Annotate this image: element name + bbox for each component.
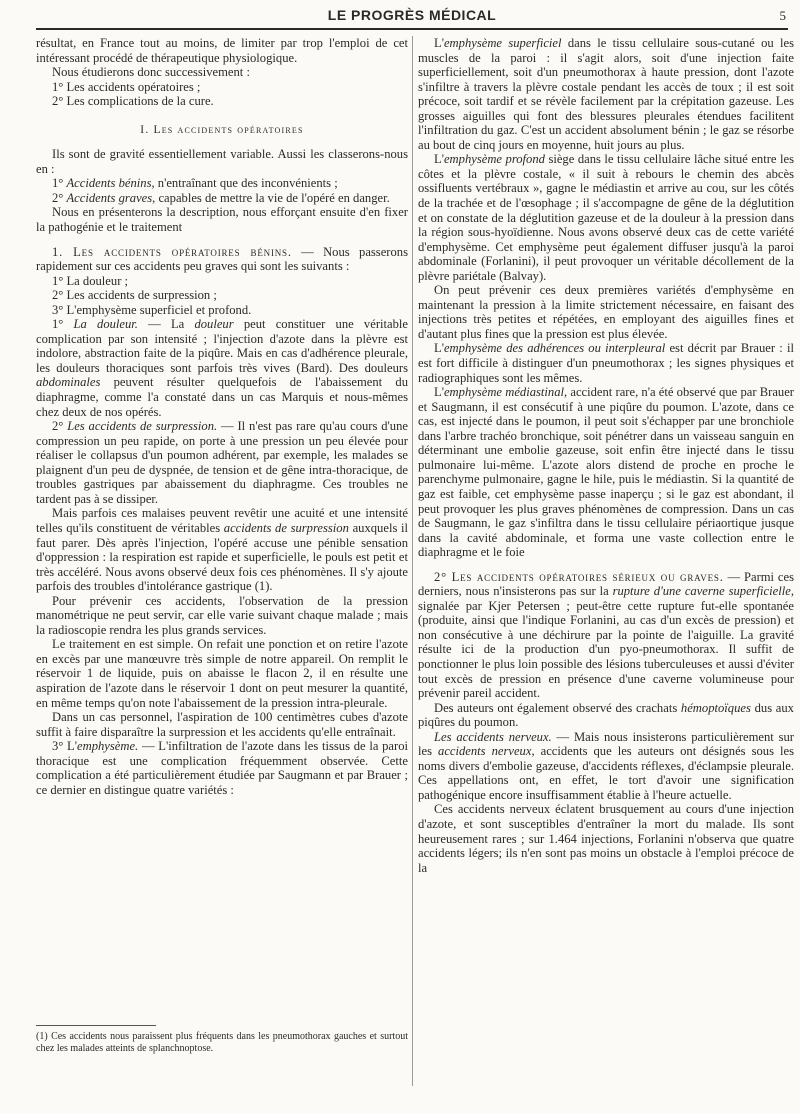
- paragraph: Dans un cas personnel, l'aspiration de 100 centimètres cubes d'azote suffit à faire disparaître la surpression et les accidents qu'elle entraînait.: [36, 710, 408, 739]
- journal-title: LE PROGRÈS MÉDICAL: [327, 7, 497, 23]
- footnote-rule: [36, 1025, 156, 1026]
- paragraph: L'emphysème médiastinal, accident rare, n'a été observé que par Brauer et Saugmann, il est consécutif à une piqûre du poumon. L'azote, dans ce cas, est injecté dans le poumon, il peut soit s'échapper par une bronchiole dans l'arbre trachéo bronchique, soit pénétrer dans un vaisseau sanguin en déterminant une embolie gazeuse, soit enfin être injecté dans le tissu pulmonaire lui-même. L'azote alors distend de proche en proche le parenchyme pulmonaire, gagne le hile, puis le médiastin. Si la quantité de gaz est faible, cet emphysème passe inaperçu ; si le gaz est abondant, il peut provoquer les plus graves phénomènes de compression. Dans un cas de Saugmann, le gaz s'infiltra dans le tissu cellulaire périaortique jusque dans la cavité abdominale, et forma une vaste collection entre le diaphragme et le foie: [418, 385, 795, 560]
- paragraph: L'emphysème superficiel dans le tissu cellulaire sous-cutané ou les muscles de la paroi : il s'agit alors, soit d'une injection faite superficiellement, soit d'un pneumothorax à haute pression, dont l'azote s'infiltre à travers la plèvre costale pendant les accès de toux ; il est soit précoce, soit tardif et se révèle facilement par la crépitation gazeuse. Les grosses aiguilles qui font des blessures pleurales étendues facilitent l'infiltration du gaz. C'est un accident absolument bénin ; le gaz se résorbe au bout de cinq jours en moyenne, huit jours au plus.: [418, 36, 794, 152]
- running-header: [36, 6, 788, 30]
- paragraph: L'emphysème des adhérences ou interpleural est décrit par Brauer : il est fort difficile à distinguer d'un pneumothorax ; les signes physiques et radiographiques sont les mêmes.: [418, 341, 794, 385]
- paragraph: 3° L'emphysème. — L'infiltration de l'azote dans les tissus de la paroi thoracique est une complication fréquemment observée. Cette complication a été particulièrement étudiée par Saugmann et par Brauer ; ce dernier en distingue quatre variétés :: [36, 739, 409, 797]
- list-item: 1° La douleur ;: [52, 273, 129, 288]
- paragraph: Des auteurs ont également observé des crachats hémoptoïques dus aux piqûres du poumon.: [418, 700, 794, 730]
- column-divider: [412, 36, 413, 1086]
- list-item: 2° Les accidents de surpression ;: [52, 288, 217, 303]
- list-item: 1° Accidents bénins, n'entraînant que des inconvénients ;: [52, 176, 338, 191]
- page-number: 5: [779, 8, 786, 23]
- footnote: (1) Ces accidents nous paraissent plus fréquents dans les pneumothorax gauches et surtout chez les malades atteints de splanchnoptose.: [36, 1031, 408, 1054]
- subsection-paragraph: 2° Les accidents opératoires sérieux ou graves. — Parmi ces derniers, nous n'insisterons pas sur la rupture d'une caverne superficielle, signalée par Kjer Petersen ; peut-être cette rupture fut-elle spontanée (produite, ainsi que l'indique Forlanini, au cas d'un excès de pression) et non consécutive à une déchirure par la pointe de l'aiguille. La gravité résulte ici de la production d'un pyo-pneumothorax. Il suffit de ponctionner le plus loin possible des lésions tuberculeuses et aussi d'éviter tout excès de pression en présence d'une caverne volumineuse pour prévenir pareil accident.: [418, 569, 795, 701]
- list-item: 2° Accidents graves, capables de mettre la vie de l'opéré en danger.: [52, 190, 390, 205]
- section-heading: I. Les accidents opératoires: [140, 123, 304, 136]
- paragraph: Ils sont de gravité essentiellement variable. Aussi les classerons-nous en :: [36, 147, 408, 176]
- paragraph: Ces accidents nerveux éclatent brusquement au cours d'une injection d'azote, et sont susceptibles d'entraîner la mort du malade. Ils sont heureusement rares ; sur 1.464 injections, Forlanini n'observa que quatre accidents légers; ils n'en sont pas moins un obstacle à l'emploi précoce de la: [418, 802, 794, 875]
- paragraph: Les accidents nerveux. — Mais nous insisterons particulièrement sur les accidents nerveux, accidents que les auteurs ont désignés sous les noms divers d'embolie gazeuse, d'accidents réflexes, d'éclampsie pleurale. Ces appellations ont, en effet, le tort d'avoir une signification pathogénique encore insuffisamment établie à l'heure actuelle.: [418, 729, 795, 802]
- paragraph: Nous en présenterons la description, nous efforçant ensuite d'en fixer la pathogénie et le traitement: [36, 205, 408, 235]
- list-item: 3° L'emphysème superficiel et profond.: [52, 302, 252, 317]
- right-column: [418, 36, 794, 875]
- paragraph: Mais parfois ces malaises peuvent revêtir une acuité et une intensité telles qu'ils constituent de véritables accidents de surpression auxquels il faut parer. Dès après l'injection, l'opéré accuse une pénible sensation d'oppression : la respiration est rapide et superficielle, le pouls est petit et très accéléré. Nous avons observé deux fois ces phénomènes. Il s'y ajoute parfois des troubles d'intolérance gastrique (1).: [36, 506, 409, 594]
- subsection-paragraph: 1. Les accidents opératoires bénins. — Nous passerons rapidement sur ces accidents peu graves qui sont les suivants :: [36, 244, 408, 274]
- paragraph: Pour prévenir ces accidents, l'observation de la pression manométrique ne peut servir, car elle varie suivant chaque malade ; mais la radioscopie rendra les plus grands services.: [36, 593, 408, 637]
- subsection-heading: 2° Les accidents opératoires sérieux ou graves.: [434, 569, 724, 584]
- paragraph: résultat, en France tout au moins, de limiter par trop l'emploi de cet intéressant procédé de thérapeutique physiologique.: [36, 36, 408, 65]
- list-item: 2° Les complications de la cure.: [52, 94, 214, 109]
- paragraph: On peut prévenir ces deux premières variétés d'emphysème en maintenant la pression à la limite strictement nécessaire, en faisant des injections très petites et répétées, en employant des aiguilles fines et d'autant plus fines que la pression est plus élevée.: [418, 283, 794, 341]
- paragraph: 1° La douleur. — La douleur peut constituer une véritable complication par son intensité ; l'injection d'azote dans la plèvre est indolore, abstraction faite de la piqûre. Mais en cas d'adhérence pleurale, les douleurs thoraciques sont parfois très vives (Bard). Des douleurs abdominales peuvent résulter quelquefois de l'abaissement du diaphragme, comme l'a constaté dans un cas Marquis et nous-mêmes chez deux de nos opérés.: [36, 317, 408, 419]
- left-column: [36, 36, 408, 797]
- paragraph: Le traitement en est simple. On refait une ponction et on retire l'azote en excès par une manœuvre très simple de notre appareil. On remplit le réservoir 1 de liquide, puis on abaisse le flacon 2, il en résulte une aspiration de l'azote dans le réservoir 1 dont on peut mesurer la quantité, en même temps qu'on note l'abaissement de la pression intra-pleurale.: [36, 637, 408, 710]
- paragraph: Nous étudierons donc successivement :: [52, 65, 250, 80]
- list-item: 1° Les accidents opératoires ;: [52, 79, 201, 94]
- subsection-heading: 1. Les accidents opératoires bénins.: [52, 244, 292, 259]
- paragraph: L'emphysème profond siège dans le tissu cellulaire lâche situé entre les côtes et la plèvre costale, « il suit à rebours le chemin des abcès ossifluents vertébraux », gagne le médiastin et arrive au cou, sur les côtés de la trachée et de l'œsophage ; il s'accompagne de gêne de la déglutition et on constate de la déglutition gazeuse et de la douleur à la pression dans la région sous-hyoïdienne. Nous avons observé deux cas de cette variété d'emphysème. Cet emphysème peut également diffuser jusqu'à la paroi abdominale (Forlanini), il peut provoquer un véritable décollement de la plèvre pariétale (Balvay).: [418, 152, 794, 283]
- paragraph: 2° Les accidents de surpression. — Il n'est pas rare qu'au cours d'une compression un peu rapide, on porte à une pression un peu élevée pour réaliser le collapsus d'un poumon adhérent, par exemple, les malades se plaignent d'un peu de dyspnée, de tension et de gêne intra-thoracique, de troubles gastriques par abaissement du diaphragme. Ces troubles ne tardent pas à se dissiper.: [36, 419, 408, 506]
